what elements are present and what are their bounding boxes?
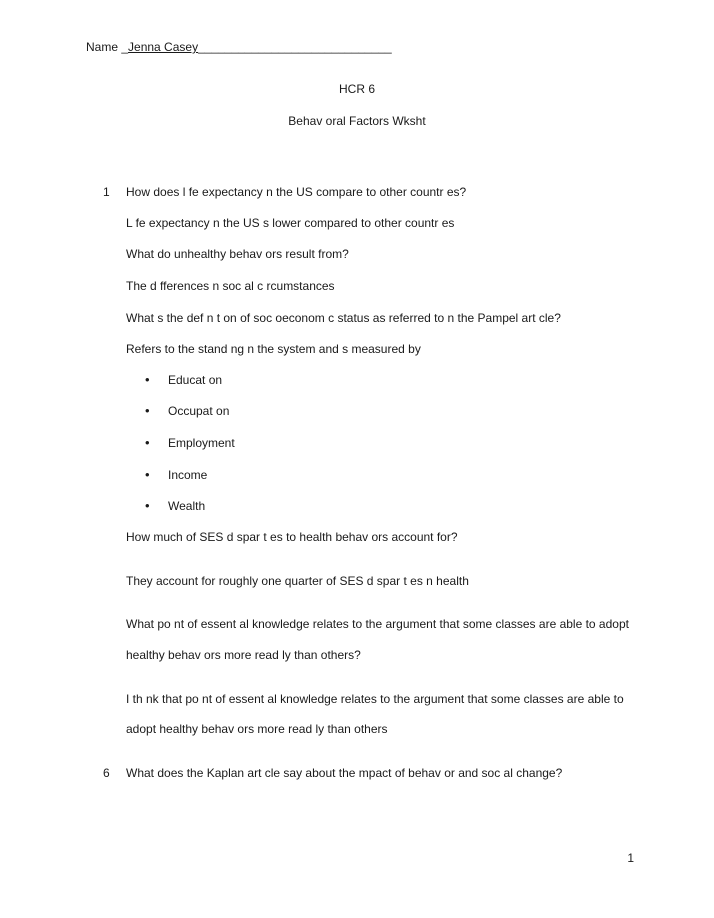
bullet-icon: • <box>145 435 150 450</box>
list-item: Wealth <box>168 499 206 513</box>
question-number-6: 6 <box>103 766 110 780</box>
page-number: 1 <box>627 851 634 865</box>
list-item: Income <box>168 468 208 482</box>
answer-5-line-1: I th nk that po nt of essent al knowledge relates to the argument that some classes are able to <box>126 692 624 706</box>
answer-3: Refers to the stand ng n the system and s measured by <box>126 342 421 356</box>
name-line <box>86 40 392 54</box>
answer-5-line-2: adopt healthy behav ors more read ly than others <box>126 722 388 736</box>
question-3: What s the def n t on of soc oeconom c status as referred to n the Pampel art cle? <box>126 311 561 325</box>
bullet-icon: • <box>145 467 150 482</box>
question-2: What do unhealthy behav ors result from? <box>126 247 349 261</box>
question-5-line-2: healthy behav ors more read ly than others? <box>126 648 361 662</box>
course-code: HCR 6 <box>338 82 375 96</box>
name-blank: _____________________________ <box>198 40 392 54</box>
list-item: Educat on <box>168 373 223 387</box>
student-name: Jenna Casey <box>128 40 199 54</box>
list-item: Occupat on <box>168 404 230 418</box>
name-label: Name _ <box>86 40 129 54</box>
question-1: How does l fe expectancy n the US compare to other countr es? <box>126 185 467 199</box>
bullet-icon: • <box>145 403 150 418</box>
question-number-1: 1 <box>103 185 110 199</box>
bullet-icon: • <box>145 498 150 513</box>
question-5-line-1: What po nt of essent al knowledge relates to the argument that some classes are able to adopt <box>126 617 629 631</box>
worksheet-title: Behav oral Factors Wksht <box>288 114 426 128</box>
list-item: Employment <box>168 436 235 450</box>
answer-4: They account for roughly one quarter of SES d spar t es n health <box>126 574 469 588</box>
answer-1: L fe expectancy n the US s lower compared to other countr es <box>126 216 455 230</box>
bullet-icon: • <box>145 372 150 387</box>
question-4: How much of SES d spar t es to health behav ors account for? <box>126 530 458 544</box>
answer-2: The d fferences n soc al c rcumstances <box>126 279 335 293</box>
question-6: What does the Kaplan art cle say about the mpact of behav or and soc al change? <box>126 766 563 780</box>
